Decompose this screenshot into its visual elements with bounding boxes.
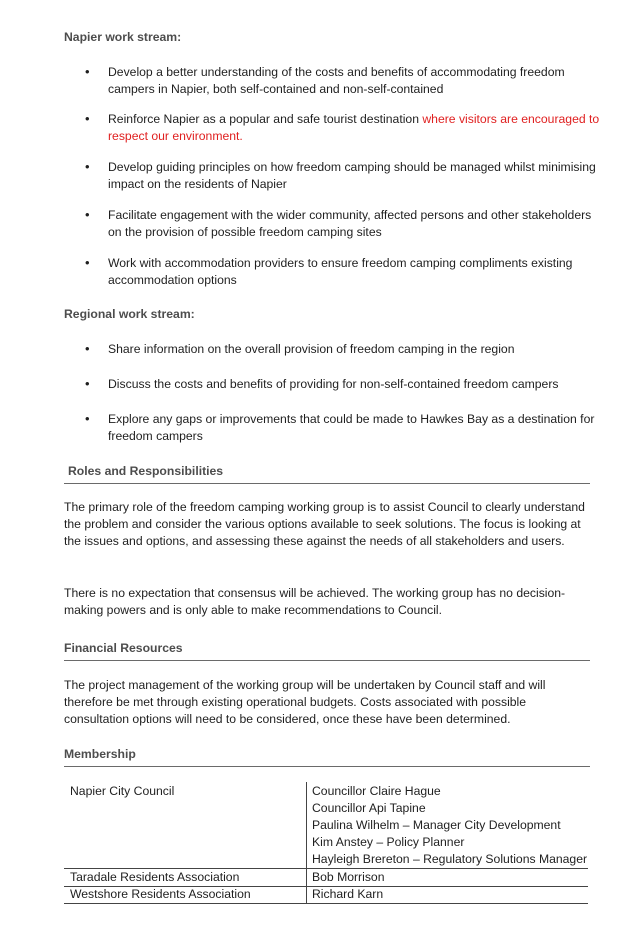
membership-section-title: Membership <box>64 747 136 761</box>
list-item: Facilitate engagement with the wider community, affected persons and other stakeholders on the provision of possible freedom camping sites <box>108 208 592 239</box>
list-item: Explore any gaps or improvements that could be made to Hawkes Bay as a destination for freedom campers <box>108 412 595 443</box>
bullet-icon <box>85 255 91 270</box>
list-item-text: Reinforce Napier as a popular and safe tourist destination <box>108 112 423 126</box>
list-item: Develop guiding principles on how freedom camping should be managed whilst minimising impact on the residents of Napier <box>108 160 596 191</box>
bullet-icon <box>85 64 91 79</box>
section-divider <box>64 660 590 661</box>
roles-section-title: Roles and Responsibilities <box>68 464 224 478</box>
table-cell-member: Richard Karn <box>312 887 384 901</box>
table-cell-member: Bob Morrison <box>312 870 385 884</box>
table-cell-member: Kim Anstey – Policy Planner <box>312 835 465 849</box>
list-item: Work with accommodation providers to ensure freedom camping compliments existing accommodation options <box>108 256 573 287</box>
table-cell-org: Westshore Residents Association <box>70 887 251 901</box>
list-item: Discuss the costs and benefits of providing for non-self-contained freedom campers <box>108 377 559 391</box>
section-divider <box>64 483 590 484</box>
table-cell-member: Paulina Wilhelm – Manager City Development <box>312 818 561 832</box>
list-item: Develop a better understanding of the costs and benefits of accommodating freedom campers in Napier, both self-contained and non-self-contained <box>108 65 565 96</box>
table-cell-org: Taradale Residents Association <box>70 870 240 884</box>
table-cell-member: Councillor Api Tapine <box>312 801 426 815</box>
section-divider <box>64 766 590 767</box>
bullet-icon <box>85 376 91 391</box>
regional-stream-heading: Regional work stream: <box>64 307 195 321</box>
bullet-icon <box>85 411 91 426</box>
financial-paragraph: The project management of the working group will be undertaken by Council staff and will therefore be met through existing operational budgets. Costs associated with possible consultation options will need to be considered, once these have been determined. <box>64 678 546 726</box>
bullet-icon <box>85 341 91 356</box>
bullet-icon <box>85 159 91 174</box>
roles-paragraph-1: The primary role of the freedom camping working group is to assist Council to clearly understand the problem and consider the various options available to seek solutions. The focus is looking at the issues and options, and assessing these against the needs of all stakeholders and users. <box>64 500 585 548</box>
highlighted-text: where visitors are encouraged to respect our environment. <box>108 112 600 143</box>
table-cell-member: Councillor Claire Hague <box>312 784 441 798</box>
roles-paragraph-2: There is no expectation that consensus will be achieved. The working group has no decision-making powers and is only able to make recommendations to Council. <box>64 586 566 617</box>
table-cell-member: Hayleigh Brereton – Regulatory Solutions Manager <box>312 852 588 866</box>
table-bottom-border <box>64 903 588 904</box>
bullet-icon <box>85 111 91 126</box>
napier-stream-heading: Napier work stream: <box>64 30 182 44</box>
table-cell-org: Napier City Council <box>70 784 175 798</box>
list-item <box>108 111 608 145</box>
financial-section-title: Financial Resources <box>64 641 183 655</box>
bullet-icon <box>85 207 91 222</box>
list-item: Share information on the overall provision of freedom camping in the region <box>108 342 515 356</box>
